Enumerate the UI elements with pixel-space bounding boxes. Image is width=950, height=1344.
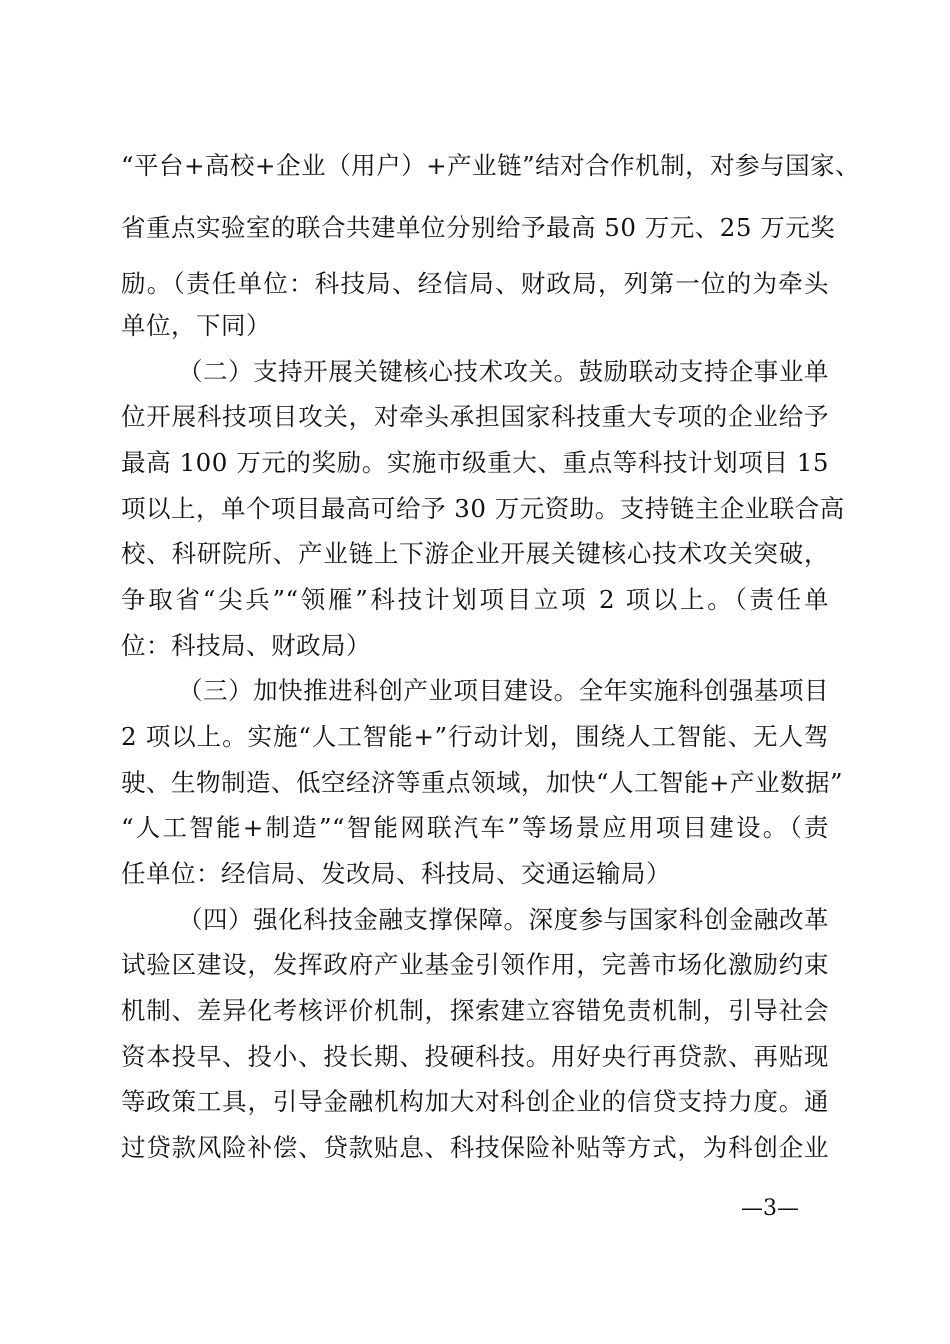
- text-line: 位开展科技项目攻关，对牵头承担国家科技重大专项的企业给予: [121, 402, 829, 431]
- text-line: 2 项以上。实施“人工智能+”行动计划，围绕人工智能、无人驾: [121, 722, 829, 751]
- text-line: 过贷款风险补偿、贷款贴息、科技保险补贴等方式，为科创企业: [121, 1133, 829, 1162]
- text-line: 等政策工具，引导金融机构加大对科创企业的信贷支持力度。通: [121, 1087, 829, 1116]
- text-line: 机制、差异化考核评价机制，探索建立容错免责机制，引导社会: [121, 996, 829, 1025]
- text-line: “人工智能+制造”“智能网联汽车”等场景应用项目建设。（责: [121, 813, 829, 842]
- text-line: 项以上，单个项目最高可给予 30 万元资助。支持链主企业联合高: [121, 494, 845, 523]
- section-heading-line: （四）强化科技金融支撑保障。深度参与国家科创金融改革: [178, 905, 829, 934]
- section-heading-line: （二）支持开展关键核心技术攻关。鼓励联动支持企事业单: [178, 357, 829, 386]
- text-line: 最高 100 万元的奖励。实施市级重大、重点等科技计划项目 15: [121, 448, 829, 477]
- text-line: 位：科技局、财政局）: [121, 631, 371, 660]
- text-line: 资本投早、投小、投长期、投硬科技。用好央行再贷款、再贴现: [121, 1042, 829, 1071]
- text-line: 争取省“尖兵”“领雁”科技计划项目立项 2 项以上。（责任单: [121, 585, 829, 614]
- text-line: 单位，下同）: [121, 311, 271, 340]
- section-heading-line: （三）加快推进科创产业项目建设。全年实施科创强基项目: [178, 676, 829, 705]
- text-line: “平台+高校+企业（用户）+产业链”结对合作机制，对参与国家、: [121, 151, 861, 180]
- page-number: —3—: [741, 1196, 799, 1221]
- text-line: 校、科研院所、产业链上下游企业开展关键核心技术攻关突破，: [121, 539, 829, 568]
- text-line: 省重点实验室的联合共建单位分别给予最高 50 万元、25 万元奖: [121, 213, 836, 242]
- text-line: 试验区建设，发挥政府产业基金引领作用，完善市场化激励约束: [121, 950, 829, 979]
- text-line: 任单位：经信局、发改局、科技局、交通运输局）: [121, 859, 671, 888]
- text-line: 励。（责任单位：科技局、经信局、财政局，列第一位的为牵头: [121, 269, 829, 298]
- text-line: 驶、生物制造、低空经济等重点领域，加快“人工智能+产业数据”: [121, 768, 844, 797]
